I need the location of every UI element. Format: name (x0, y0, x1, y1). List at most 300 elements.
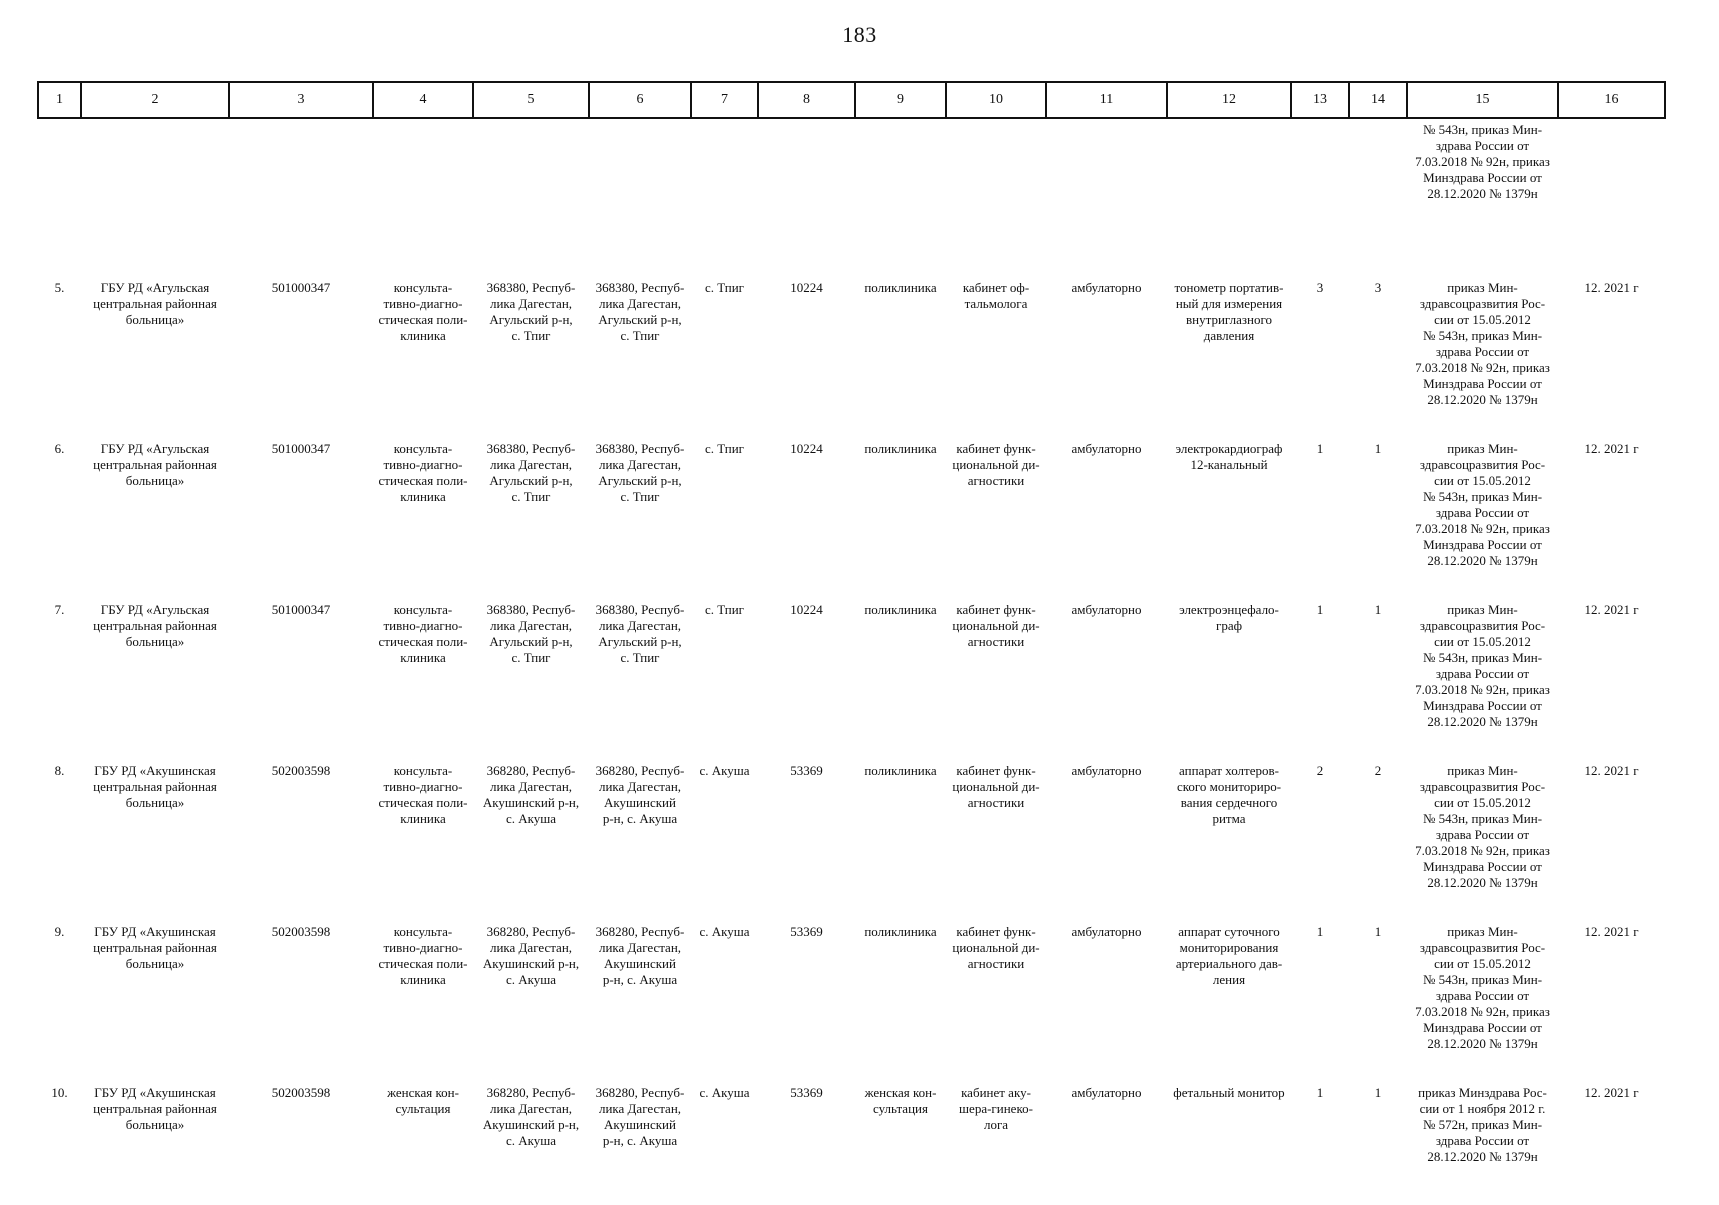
cell-line: агностики (967, 473, 1025, 488)
cell-legal-basis (1407, 118, 1558, 270)
cell-code: 502003598 (271, 924, 331, 939)
cell-code: 501000347 (271, 602, 331, 617)
cell-settlement: с. Акуша (699, 763, 750, 778)
cell-line: сультация (395, 1101, 451, 1116)
col-header: 4 (373, 82, 473, 118)
cell-line: с. Тпиг (620, 650, 660, 665)
cell-line: приказ Мин- (1447, 763, 1518, 778)
cell-line: тонометр портатив- (1174, 280, 1284, 295)
cell-line: женская кон- (387, 1085, 459, 1100)
cell-line: ления (1212, 972, 1246, 987)
cell-line: 368280, Респуб- (595, 1085, 685, 1100)
cell-actual-address (589, 1075, 691, 1205)
cell-date: 12. 2021 г (1584, 763, 1639, 778)
cell-settlement: с. Акуша (699, 1085, 750, 1100)
cell-settlement: с. Тпиг (705, 441, 744, 456)
cell-department (855, 431, 946, 592)
cell-line: артериального дав- (1175, 956, 1283, 971)
cell-unit-type (373, 431, 473, 592)
cell-line: Акушинский (604, 956, 676, 971)
cell-line: Минздрава России от (1423, 859, 1542, 874)
cell-line: № 572н, приказ Мин- (1422, 1117, 1543, 1132)
cell-line: № 543н, приказ Мин- (1422, 489, 1543, 504)
cell-legal-address (473, 753, 589, 914)
cell-unit-type (373, 753, 473, 914)
cell-line: кабинет функ- (956, 763, 1036, 778)
cell-line: поликлиника (864, 602, 937, 617)
col-header: 13 (1291, 82, 1349, 118)
cell-row-number: 6. (54, 441, 65, 456)
cell-line: Минздрава России от (1423, 376, 1542, 391)
cell-population: 53369 (790, 763, 823, 778)
cell-line: 28.12.2020 № 1379н (1427, 392, 1538, 407)
cell-line: 368380, Респуб- (595, 602, 685, 617)
cell-line: тивно-диагно- (383, 457, 463, 472)
cell-line: Минздрава России от (1423, 537, 1542, 552)
page-number: 183 (842, 22, 877, 47)
cell-line: здравсоцразвития Рос- (1419, 296, 1546, 311)
cell-equipment (1167, 592, 1291, 753)
cell-line: лика Дагестан, (489, 457, 573, 472)
table-row (38, 1075, 1665, 1205)
cell-line: женская кон- (864, 1085, 937, 1100)
cell-line: тивно-диагно- (383, 296, 463, 311)
cell-line: фетальный монитор (1173, 1085, 1285, 1100)
cell-line: Агульский р-н, (489, 312, 573, 327)
cell-line: с. Акуша (505, 972, 557, 987)
cell-line: 12-канальный (1190, 457, 1268, 472)
cell-line: № 543н, приказ Мин- (1422, 811, 1543, 826)
cell-line: сии от 15.05.2012 (1434, 473, 1531, 488)
cell-line: клиника (400, 650, 446, 665)
cell-unit-type (373, 592, 473, 753)
cell-quantity-planned: 1 (1374, 602, 1382, 617)
cell-line: здрава России от (1435, 1133, 1530, 1148)
cell-room (946, 592, 1046, 753)
col-header: 12 (1167, 82, 1291, 118)
cell-line: 28.12.2020 № 1379н (1427, 714, 1538, 729)
cell-row-number: 8. (54, 763, 65, 778)
cell-line: поликлиника (864, 280, 937, 295)
cell-quantity-required: 1 (1316, 1085, 1324, 1100)
cell-quantity-required: 1 (1316, 924, 1324, 939)
cell-department (855, 1075, 946, 1205)
cell-row-number: 9. (54, 924, 65, 939)
table-row (38, 270, 1665, 431)
cell-line: 368380, Респуб- (486, 602, 576, 617)
col-header: 14 (1349, 82, 1407, 118)
cell-legal-address (473, 1075, 589, 1205)
cell-actual-address (589, 431, 691, 592)
cell-line: электроэнцефало- (1179, 602, 1279, 617)
cell-line: тивно-диагно- (383, 940, 463, 955)
cell-line: циональной ди- (952, 940, 1040, 955)
cell-organization (81, 914, 229, 1075)
cell-line: р-н, с. Акуша (602, 972, 678, 987)
cell-equipment (1167, 431, 1291, 592)
cell-line: шера-гинеко- (959, 1101, 1033, 1116)
cell-line: Агульский р-н, (598, 634, 682, 649)
cell-department (855, 914, 946, 1075)
cell-line: здравсоцразвития Рос- (1419, 779, 1546, 794)
cell-legal-basis (1407, 431, 1558, 592)
cell-line: электрокардиограф (1175, 441, 1283, 456)
cell-actual-address (589, 914, 691, 1075)
cell-line: Агульский р-н, (489, 473, 573, 488)
cell-settlement: с. Тпиг (705, 280, 744, 295)
cell-line: Агульский р-н, (598, 312, 682, 327)
cell-quantity-required: 3 (1316, 280, 1324, 295)
cell-line: ГБУ РД «Акушинская (94, 763, 216, 778)
cell-line: центральная районная (93, 779, 217, 794)
cell-code: 501000347 (271, 441, 331, 456)
cell-legal-address (473, 592, 589, 753)
cell-line: 7.03.2018 № 92н, приказ (1415, 521, 1550, 536)
cell-line: здрава России от (1435, 666, 1530, 681)
cell-population: 53369 (790, 1085, 823, 1100)
cell-line: с. Тпиг (511, 650, 551, 665)
cell-settlement: с. Тпиг (705, 602, 744, 617)
cell-date: 12. 2021 г (1584, 602, 1639, 617)
cell-line: ского мониториро- (1176, 779, 1282, 794)
cell-line: здравсоцразвития Рос- (1419, 618, 1546, 633)
cell-line: больница» (125, 795, 185, 810)
cell-line: 7.03.2018 № 92н, приказ (1415, 1004, 1550, 1019)
cell-care-form: амбулаторно (1071, 602, 1142, 617)
cell-line: 368380, Респуб- (595, 441, 685, 456)
cell-line: 368280, Респуб- (595, 924, 685, 939)
cell-line: больница» (125, 1117, 185, 1132)
cell-organization (81, 431, 229, 592)
cell-line: № 543н, приказ Мин- (1422, 650, 1543, 665)
cell-line: здравсоцразвития Рос- (1419, 457, 1546, 472)
cell-room (946, 1075, 1046, 1205)
cell-line: 7.03.2018 № 92н, приказ (1415, 682, 1550, 697)
cell-line: граф (1215, 618, 1243, 633)
cell-line: консульта- (393, 602, 453, 617)
cell-line: Акушинский (604, 1117, 676, 1132)
cell-line: клиника (400, 972, 446, 987)
cell-line: сии от 15.05.2012 (1434, 795, 1531, 810)
cell-quantity-planned: 1 (1374, 924, 1382, 939)
cell-quantity-planned: 1 (1374, 1085, 1382, 1100)
cell-line: лика Дагестан, (489, 779, 573, 794)
cell-line: сии от 15.05.2012 (1434, 634, 1531, 649)
cell-line: № 543н, приказ Мин- (1422, 972, 1543, 987)
cell-line: с. Акуша (505, 811, 557, 826)
cell-legal-basis (1407, 753, 1558, 914)
cell-line: центральная районная (93, 457, 217, 472)
cell-line: кабинет функ- (956, 441, 1036, 456)
cell-row-number: 7. (54, 602, 65, 617)
table-row (38, 431, 1665, 592)
cell-line: лика Дагестан, (489, 940, 573, 955)
cell-line: тивно-диагно- (383, 618, 463, 633)
cell-line: циональной ди- (952, 779, 1040, 794)
cell-line: аппарат холтеров- (1179, 763, 1279, 778)
cell-code: 501000347 (271, 280, 331, 295)
cell-population: 10224 (790, 602, 823, 617)
cell-population: 53369 (790, 924, 823, 939)
cell-actual-address (589, 753, 691, 914)
cell-line: ГБУ РД «Акушинская (94, 924, 216, 939)
cell-line: 28.12.2020 № 1379н (1427, 875, 1538, 890)
cell-line: сии от 1 ноября 2012 г. (1419, 1101, 1546, 1116)
cell-quantity-planned: 3 (1374, 280, 1382, 295)
cell-line: циональной ди- (952, 457, 1040, 472)
cell-quantity-planned: 2 (1374, 763, 1382, 778)
cell-line: больница» (125, 634, 185, 649)
col-header: 16 (1558, 82, 1665, 118)
cell-line: 368280, Респуб- (486, 924, 576, 939)
cell-line: 7.03.2018 № 92н, приказ (1415, 360, 1550, 375)
cell-legal-basis (1407, 1075, 1558, 1205)
cell-line: приказ Мин- (1447, 924, 1518, 939)
cell-line: сультация (873, 1101, 928, 1116)
cell-equipment (1167, 914, 1291, 1075)
cell-line: лика Дагестан, (489, 1101, 573, 1116)
cell-line: 368280, Респуб- (595, 763, 685, 778)
cell-line: здрава России от (1435, 827, 1530, 842)
cell-line: 368380, Респуб- (486, 441, 576, 456)
cell-actual-address (589, 270, 691, 431)
table-row (38, 914, 1665, 1075)
cell-line: консульта- (393, 280, 453, 295)
cell-line: консульта- (393, 763, 453, 778)
cell-line: лика Дагестан, (598, 618, 682, 633)
cell-line: кабинет оф- (962, 280, 1030, 295)
cell-line: Акушинский р-н, (482, 1117, 580, 1132)
cell-line: 28.12.2020 № 1379н (1427, 553, 1538, 568)
cell-legal-address (473, 270, 589, 431)
cell-line: давления (1203, 328, 1255, 343)
cell-code: 502003598 (271, 1085, 331, 1100)
cell-line: лика Дагестан, (489, 296, 573, 311)
cell-line: стическая поли- (378, 956, 468, 971)
cell-date: 12. 2021 г (1584, 280, 1639, 295)
cell-line: внутриглазного (1186, 312, 1272, 327)
cell-line: лика Дагестан, (598, 457, 682, 472)
registry-table (37, 81, 1666, 1205)
cell-unit-type (373, 1075, 473, 1205)
cell-line: 7.03.2018 № 92н, приказ (1415, 154, 1550, 169)
cell-line: стическая поли- (378, 312, 468, 327)
cell-room (946, 431, 1046, 592)
cell-line: 368380, Респуб- (595, 280, 685, 295)
table-row (38, 592, 1665, 753)
cell-line: сии от 15.05.2012 (1434, 312, 1531, 327)
cell-line: здрава России от (1435, 505, 1530, 520)
cell-legal-basis (1407, 592, 1558, 753)
cell-line: центральная районная (93, 618, 217, 633)
cell-line: стическая поли- (378, 634, 468, 649)
cell-organization (81, 1075, 229, 1205)
cell-department (855, 270, 946, 431)
cell-line: Минздрава России от (1423, 1020, 1542, 1035)
cell-line: ГБУ РД «Акушинская (94, 1085, 216, 1100)
cell-code: 502003598 (271, 763, 331, 778)
col-header: 1 (38, 82, 81, 118)
cell-line: поликлиника (864, 924, 937, 939)
col-header: 8 (758, 82, 855, 118)
cell-line: лога (983, 1117, 1009, 1132)
cell-line: лика Дагестан, (598, 940, 682, 955)
cell-line: приказ Мин- (1447, 441, 1518, 456)
cell-line: с. Тпиг (511, 328, 551, 343)
cell-line: 368380, Респуб- (486, 280, 576, 295)
cell-line: лика Дагестан, (598, 296, 682, 311)
cell-line: стическая поли- (378, 473, 468, 488)
cell-room (946, 914, 1046, 1075)
cell-line: тальмолога (964, 296, 1028, 311)
col-header: 5 (473, 82, 589, 118)
col-header: 9 (855, 82, 946, 118)
cell-line: ГБУ РД «Агульская (100, 280, 210, 295)
cell-care-form: амбулаторно (1071, 280, 1142, 295)
col-header: 7 (691, 82, 758, 118)
cell-legal-address (473, 914, 589, 1075)
cell-line: кабинет функ- (956, 924, 1036, 939)
cell-actual-address (589, 592, 691, 753)
cell-line: клиника (400, 811, 446, 826)
cell-line: с. Тпиг (620, 328, 660, 343)
cell-line: Акушинский (604, 795, 676, 810)
cell-line: вания сердечного (1180, 795, 1278, 810)
cell-line: поликлиника (864, 763, 937, 778)
cell-population: 10224 (790, 280, 823, 295)
cell-room (946, 270, 1046, 431)
cell-line: клиника (400, 328, 446, 343)
cell-line: ный для измерения (1175, 296, 1283, 311)
cell-line: р-н, с. Акуша (602, 811, 678, 826)
cell-room (946, 753, 1046, 914)
cell-line: агностики (967, 956, 1025, 971)
cell-equipment (1167, 270, 1291, 431)
cell-line: Акушинский р-н, (482, 956, 580, 971)
cell-date: 12. 2021 г (1584, 924, 1639, 939)
cell-date: 12. 2021 г (1584, 1085, 1639, 1100)
column-number-header (38, 82, 1665, 118)
cell-legal-basis (1407, 270, 1558, 431)
cell-line: больница» (125, 956, 185, 971)
cell-line: Агульский р-н, (598, 473, 682, 488)
col-header: 11 (1046, 82, 1167, 118)
col-header: 3 (229, 82, 373, 118)
cell-line: Агульский р-н, (489, 634, 573, 649)
cell-equipment (1167, 753, 1291, 914)
cell-line: сии от 15.05.2012 (1434, 956, 1531, 971)
cell-line: кабинет функ- (956, 602, 1036, 617)
cell-organization (81, 270, 229, 431)
cell-line: 7.03.2018 № 92н, приказ (1415, 843, 1550, 858)
cell-line: поликлиника (864, 441, 937, 456)
cell-line: больница» (125, 473, 185, 488)
cell-line: аппарат суточного (1178, 924, 1280, 939)
cell-department (855, 753, 946, 914)
cell-line: № 543н, приказ Мин- (1422, 122, 1543, 137)
cell-line: ГБУ РД «Агульская (100, 441, 210, 456)
cell-line: консульта- (393, 441, 453, 456)
cell-line: здрава России от (1435, 344, 1530, 359)
cell-row-number: 5. (54, 280, 65, 295)
cell-care-form: амбулаторно (1071, 441, 1142, 456)
cell-line: с. Акуша (505, 1133, 557, 1148)
cell-line: приказ Мин- (1447, 602, 1518, 617)
cell-department (855, 592, 946, 753)
cell-line: № 543н, приказ Мин- (1422, 328, 1543, 343)
cell-row-number: 10. (51, 1085, 68, 1100)
cell-line: клиника (400, 489, 446, 504)
cell-quantity-required: 1 (1316, 441, 1324, 456)
cell-line: с. Тпиг (620, 489, 660, 504)
cell-line: 368280, Респуб- (486, 1085, 576, 1100)
cell-care-form: амбулаторно (1071, 1085, 1142, 1100)
cell-line: здравсоцразвития Рос- (1419, 940, 1546, 955)
cell-line: ГБУ РД «Агульская (100, 602, 210, 617)
col-header: 2 (81, 82, 229, 118)
cell-line: с. Тпиг (511, 489, 551, 504)
cell-line: тивно-диагно- (383, 779, 463, 794)
cell-line: Минздрава России от (1423, 698, 1542, 713)
cell-population: 10224 (790, 441, 823, 456)
cell-line: лика Дагестан, (598, 1101, 682, 1116)
cell-line: здрава России от (1435, 138, 1530, 153)
col-header: 6 (589, 82, 691, 118)
cell-line: ритма (1212, 811, 1246, 826)
cell-quantity-required: 2 (1316, 763, 1324, 778)
col-header: 10 (946, 82, 1046, 118)
cell-unit-type (373, 914, 473, 1075)
cell-equipment (1167, 1075, 1291, 1205)
cell-line: 368280, Респуб- (486, 763, 576, 778)
cell-settlement: с. Акуша (699, 924, 750, 939)
col-header: 15 (1407, 82, 1558, 118)
table-row (38, 753, 1665, 914)
cell-line: р-н, с. Акуша (602, 1133, 678, 1148)
cell-line: агностики (967, 795, 1025, 810)
cell-line: стическая поли- (378, 795, 468, 810)
cell-care-form: амбулаторно (1071, 924, 1142, 939)
cell-date: 12. 2021 г (1584, 441, 1639, 456)
cell-line: 28.12.2020 № 1379н (1427, 1149, 1538, 1164)
cell-line: мониторирования (1179, 940, 1279, 955)
cell-line: кабинет аку- (961, 1085, 1031, 1100)
cell-organization (81, 753, 229, 914)
cell-line: больница» (125, 312, 185, 327)
cell-legal-basis (1407, 914, 1558, 1075)
cell-line: приказ Мин- (1447, 280, 1518, 295)
cell-unit-type (373, 270, 473, 431)
cell-line: 28.12.2020 № 1379н (1427, 1036, 1538, 1051)
cell-line: консульта- (393, 924, 453, 939)
cell-line: центральная районная (93, 296, 217, 311)
cell-quantity-required: 1 (1316, 602, 1324, 617)
cell-line: центральная районная (93, 1101, 217, 1116)
cell-line: 28.12.2020 № 1379н (1427, 186, 1538, 201)
cell-line: циональной ди- (952, 618, 1040, 633)
cell-care-form: амбулаторно (1071, 763, 1142, 778)
continuation-row (38, 118, 1665, 270)
cell-line: здрава России от (1435, 988, 1530, 1003)
cell-line: центральная районная (93, 940, 217, 955)
cell-line: лика Дагестан, (489, 618, 573, 633)
cell-line: Акушинский р-н, (482, 795, 580, 810)
cell-line: лика Дагестан, (598, 779, 682, 794)
cell-quantity-planned: 1 (1374, 441, 1382, 456)
cell-line: приказ Минздрава Рос- (1418, 1085, 1547, 1100)
cell-line: Минздрава России от (1423, 170, 1542, 185)
cell-organization (81, 592, 229, 753)
